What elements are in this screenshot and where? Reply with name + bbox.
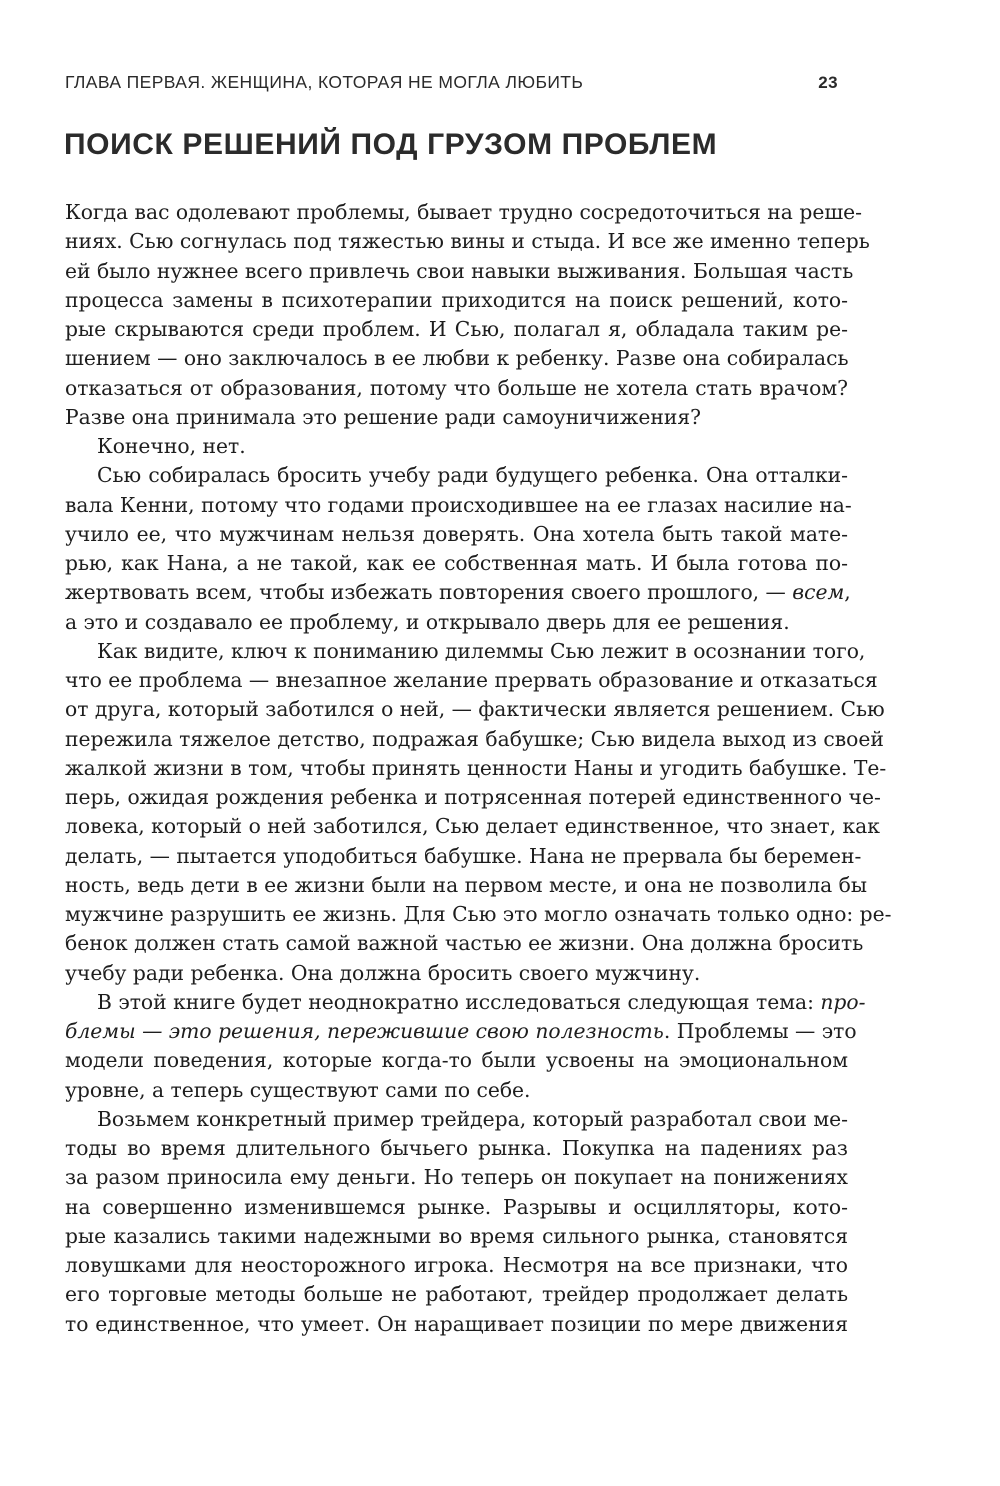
text-line: его торговые методы больше не работают, трейдер продолжает делать bbox=[65, 1282, 848, 1307]
text-line bbox=[65, 1339, 848, 1368]
text-line: жалкой жизни в том, чтобы принять ценности Наны и угодить бабушке. Те- bbox=[65, 755, 887, 780]
text-line: то единственное, что умеет. Он наращивает позиции по мере движения bbox=[65, 1311, 848, 1336]
text-line: модели поведения, которые когда-то были усвоены на эмоциональном bbox=[65, 1048, 848, 1073]
text-line: ниях. Сью согнулась под тяжестью вины и стыда. И все же именно теперь bbox=[65, 229, 870, 254]
text-line: Разве она принимала это решение ради самоуничижения? bbox=[65, 404, 702, 429]
chapter-title: ГЛАВА ПЕРВАЯ. ЖЕНЩИНА, КОТОРАЯ НЕ МОГЛА ЛЮБИТЬ bbox=[65, 72, 584, 92]
text-line: отказаться от образования, потому что больше не хотела стать врачом? bbox=[65, 375, 848, 400]
text-line: учебу ради ребенка. Она должна бросить своего мужчину. bbox=[65, 960, 701, 985]
text-line: уровне, а теперь существуют сами по себе. bbox=[65, 1077, 531, 1102]
body-text bbox=[65, 198, 892, 1368]
text-line: учило ее, что мужчинам нельзя доверять. Она хотела быть такой мате- bbox=[65, 521, 848, 546]
page-number: 23 bbox=[818, 73, 838, 92]
text-line: ловека, который о ней заботился, Сью делает единственное, что знает, как bbox=[65, 814, 880, 839]
text-line: делать, — пытается уподобиться бабушке. Нана не прервала бы беремен- bbox=[65, 843, 862, 868]
text-line: рью, как Нана, а не такой, как ее собственная мать. И была готова по- bbox=[65, 551, 848, 575]
text-line: за разом приносила ему деньги. Но теперь он покупает на понижениях bbox=[65, 1165, 848, 1190]
text-line: жертвовать всем, чтобы избежать повторения своего прошлого, — всем, bbox=[65, 580, 851, 605]
text-line: ловушками для неосторожного игрока. Несмотря на все признаки, что bbox=[65, 1253, 848, 1277]
text-line: блемы — это решения, пережившие свою полезность. Проблемы — это bbox=[65, 1019, 857, 1043]
text-line: ность, ведь дети в ее жизни были на первом месте, и она не позволила бы bbox=[65, 872, 868, 897]
text-line: пережила тяжелое детство, подражая бабушке; Сью видела выход из своей bbox=[65, 726, 884, 751]
text-line: рые казались такими надежными во время сильного рынка, становятся bbox=[65, 1223, 848, 1248]
text-line: Как видите, ключ к пониманию дилеммы Сью лежит в осознании того, bbox=[97, 638, 866, 663]
text-line: от друга, который заботился о ней, — фактически является решением. Сью bbox=[65, 697, 885, 722]
text-line: тоды во время длительного бычьего рынка. Покупка на падениях раз bbox=[65, 1136, 848, 1160]
running-head bbox=[65, 72, 838, 93]
text-line: бенок должен стать самой важной частью ее жизни. Она должна бросить bbox=[65, 931, 864, 956]
text-line: на совершенно изменившемся рынке. Разрывы и осцилляторы, кото- bbox=[65, 1194, 848, 1219]
section-title: ПОИСК РЕШЕНИЙ ПОД ГРУЗОМ ПРОБЛЕМ bbox=[64, 128, 718, 161]
text-line: В этой книге будет неоднократно исследоваться следующая тема: про- bbox=[97, 989, 866, 1014]
text-line: а это и создавало ее проблему, и открывало дверь для ее решения. bbox=[65, 609, 790, 634]
text-line: Когда вас одолевают проблемы, бывает трудно сосредоточиться на реше- bbox=[65, 200, 863, 224]
text-line: мужчине разрушить ее жизнь. Для Сью это могло означать только одно: ре- bbox=[65, 902, 892, 926]
text-line: Конечно, нет. bbox=[97, 434, 246, 458]
text-line: ей было нужнее всего привлечь свои навыки выживания. Большая часть bbox=[65, 258, 854, 283]
text-line: Сью собиралась бросить учебу ради будущего ребенка. Она отталки- bbox=[97, 463, 848, 488]
text-line: шением — оно заключалось в ее любви к ребенку. Разве она собиралась bbox=[65, 346, 849, 371]
text-line: что ее проблема — внезапное желание прервать образование и отказаться bbox=[65, 668, 878, 692]
text-line: процесса замены в психотерапии приходится на поиск решений, кото- bbox=[65, 287, 848, 312]
text-line: вала Кенни, потому что годами происходившее на ее глазах насилие на- bbox=[65, 492, 852, 517]
text-line: перь, ожидая рождения ребенка и потрясенная потерей единственного че- bbox=[65, 785, 881, 809]
text-line: рые скрываются среди проблем. И Сью, полагал я, обладала таким ре- bbox=[65, 317, 848, 341]
text-line: Возьмем конкретный пример трейдера, который разработал свои ме- bbox=[97, 1106, 848, 1131]
